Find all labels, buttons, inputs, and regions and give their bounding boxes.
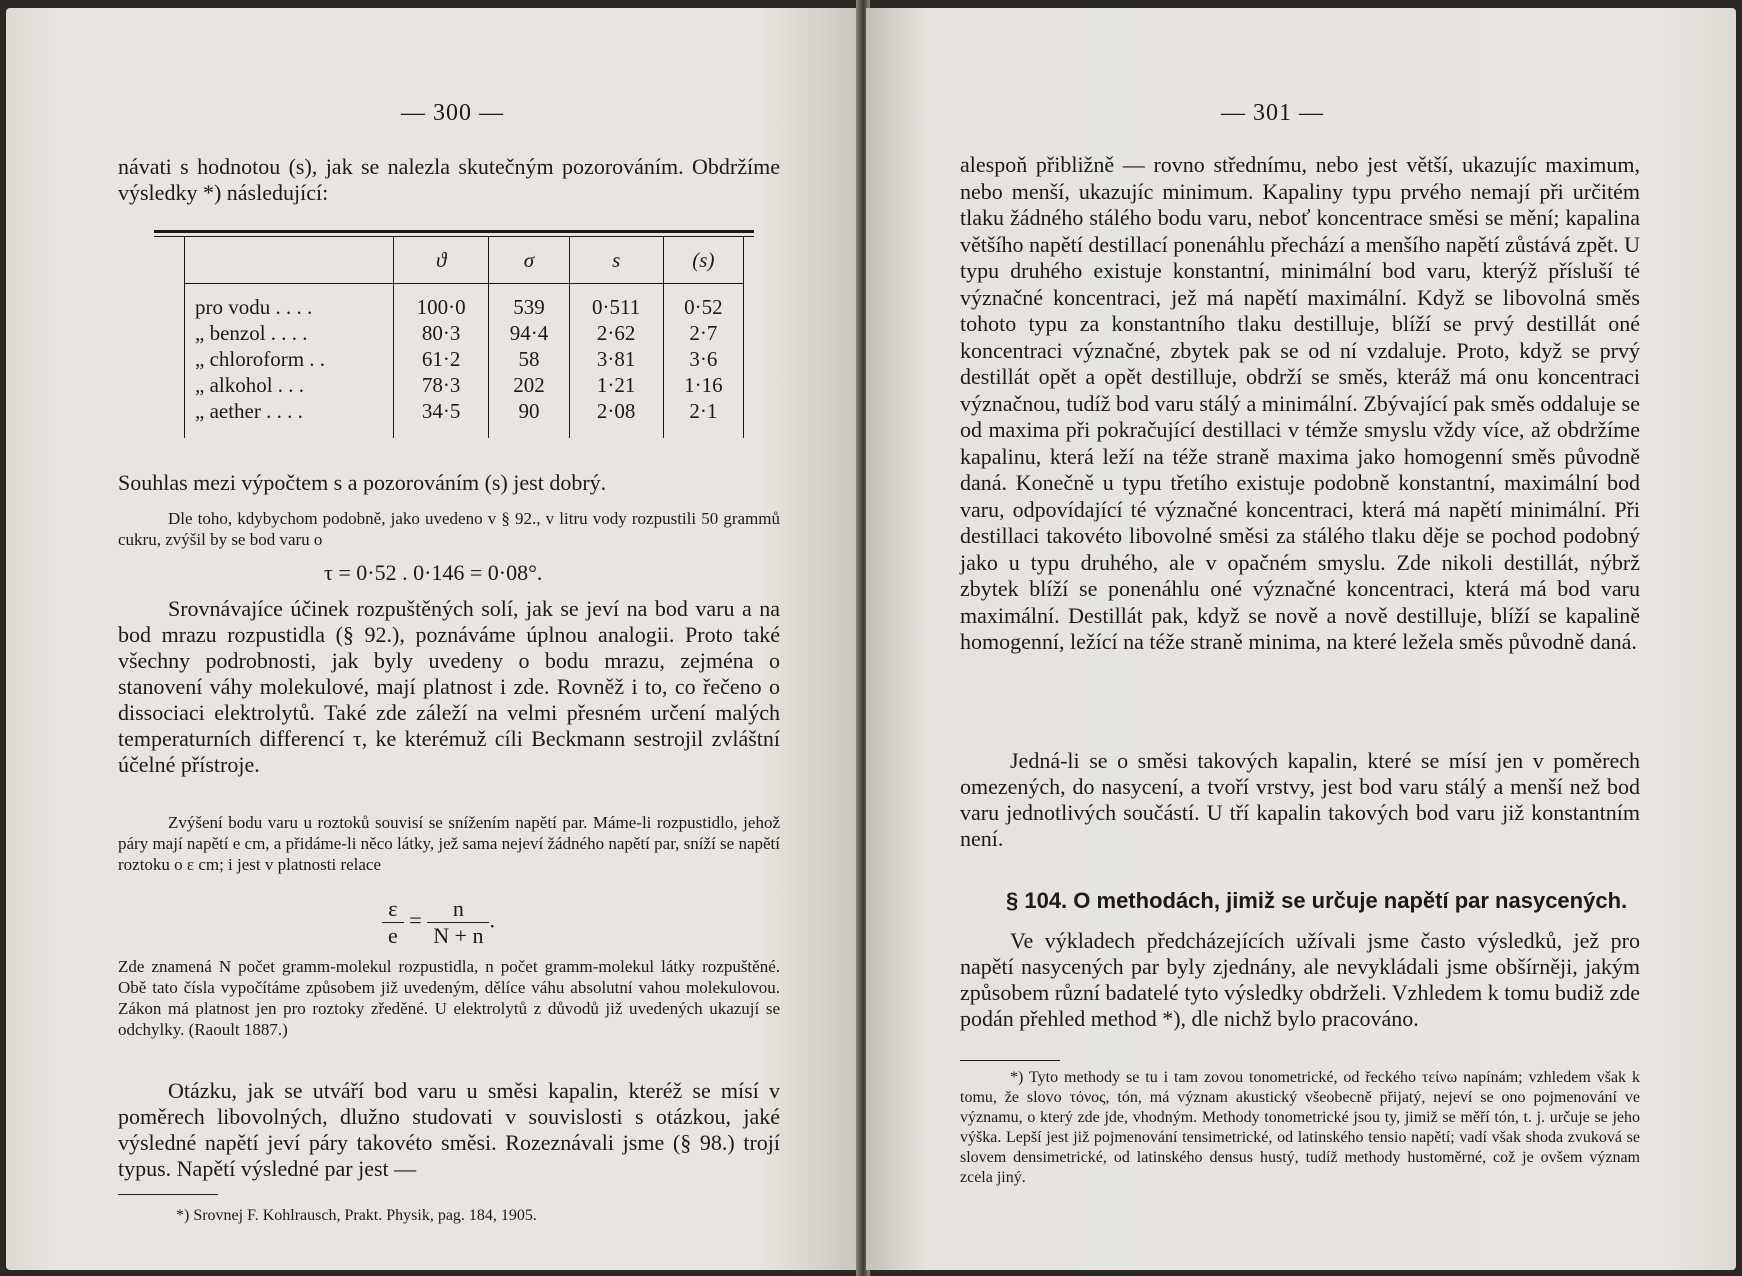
col-header-s: s	[569, 237, 663, 284]
paragraph-distillation: alespoň přibližně — rovno střednímu, nebo jest větší, ukazujíc maximum, nebo menší, ukazujíc minimum. Kapaliny typu prvého nemají při určitém tlaku žádného stálého bodu varu, neboť koncentrace směsi se mění; kapalina většího napětí destillací ponenáhlu přechází a menšího napětí zůstává zpět. U typu druhého existuje konstantní, minimální bod varu, kterýž přísluší té význačné koncentraci, jež má napětí maximální. Když se libovolná směs tohoto typu za konstantního tlaku destilluje, blíží se prvý destillát oné koncentraci význačné, zbytek pak se od ní vzdaluje. Proto, když se prvý destillát opět a opět destilluje, obdrží se směs, kteráž má onu koncentraci význačnou, tudíž bod varu stálý a minimální. Zbývající pak směs oddaluje se od maxima při pokračující destillaci v témže smyslu vždy více, až obdržíme kapalinu, která leží na téže straně maxima jako homogenní směs původně daná. Konečně u typu třetího existuje podobně konstantní, maximální bod varu, odpovídající té význačné koncentraci, která má napětí minimální. Při destillaci takovéto libovolné směsi za stálého tlaku děje se pochod podobný jako u typu druhého, ale v opačném smyslu. Zde nikoli destillát, nýbrž zbytek blíží se ponenáhlu oné význačné koncentraci, která má bod varu maximální. Destillát pak, když se nově a nově destilluje, blíží se kapalině homogenní, ležící na téže straně minima, na které ležela směs původně daná.	[960, 152, 1640, 654]
table-row: pro vodu . . . . 100·0 539 0·511 0·52	[185, 284, 744, 321]
raoult-explanation: Zde znamená N počet gramm-molekul rozpustidla, n počet gramm-molekul látky rozpuštěné. Obě tato čísla vypočítáme způsobem již uvedeným, dělíce váhu absolutní vahou molekulovou. Zákon má platnost jen pro roztoky zředěné. U elektrolytů z důvodů již uvedených ukazují se odchylky. (Raoult 1887.)	[118, 957, 780, 1039]
footnote: *) Tyto methody se tu i tam zovou tonometrické, od řeckého τείνω napínám; vzhledem však k tomu, že slovo τόνος, tón, má význam akustický všeobecně přijatý, nejeví se ono pojmenování ve významu, o který zde jde, vhodným. Methody tonometrické jsou ty, jimiž se měří tón, t. j. určuje se jeho výška. Lepší jest již pojmenování tensimetrické, od latinského tensio napětí; vadí však shoda zvuková se slovem densimetrické, od latinského densus hustý, tudíž methody hustoměrné, což je ovšem význam zcela jiný.	[960, 1069, 1640, 1186]
results-table	[154, 230, 754, 438]
footnote-rule	[960, 1060, 1060, 1061]
table-row: „ aether . . . . 34·5 90 2·08 2·1	[185, 398, 744, 438]
col-header-sigma: σ	[489, 237, 569, 284]
page-number: — 301 —	[1221, 100, 1324, 126]
col-header-theta: ϑ	[394, 237, 489, 284]
right-page	[866, 8, 1736, 1270]
section-heading: § 104. O methodách, jimiž se určuje napětí par nasycených.	[1006, 888, 1628, 913]
paragraph-methods: Ve výkladech předcházejících užívali jsme často výsledků, jež pro napětí nasycených par byly zjednány, ale nevykládali jsme obšírněji, jakým způsobem různí badatelé tyto výsledky obdrželi. Vzhledem k tomu budiž zde podán přehled method *), dle nichž bylo pracováno.	[960, 928, 1640, 1031]
table-row: „ benzol . . . . 80·3 94·4 2·62 2·7	[185, 320, 744, 346]
paragraph-mixtures: Otázku, jak se utváří bod varu u směsi kapalin, kteréž se mísí v poměrech libovolných, dlužno studovati v souvislosti s otázkou, jaké výsledné napětí jeví páry takovéto směsi. Rozeznávali jsme (§ 98.) trojí typus. Napětí výsledné par jest —	[118, 1078, 780, 1181]
left-page	[6, 8, 861, 1270]
footnote: *) Srovnej F. Kohlrausch, Prakt. Physik, pag. 184, 1905.	[176, 1207, 537, 1224]
vapor-pressure-note: Zvýšení bodu varu u roztoků souvisí se snížením napětí par. Máme-li rozpustidlo, jehož páry mají napětí e cm, a přidáme-li něco látky, jež sama nejeví žádného napětí par, sníží se napětí roztoku o ε cm; i jest v platnosti relace	[118, 813, 780, 874]
formula-boiling-rise: τ = 0·52 . 0·146 = 0·08°.	[324, 560, 543, 585]
footnote-rule	[118, 1194, 218, 1195]
paragraph-layers: Jedná-li se o směsi takových kapalin, které se mísí jen v poměrech omezených, do nasycení, a tvoří vrstvy, jest bod varu stálý a menší než bod varu jednotlivých součástí. U tří kapalin takových bod varu již konstantním není.	[960, 748, 1640, 851]
table-row: „ chloroform . . 61·2 58 3·81 3·6	[185, 346, 744, 372]
page-number: — 300 —	[401, 100, 504, 126]
intro-text: návati s hodnotou (s), jak se nalezla skutečným pozorováním. Obdržíme výsledky *) následující:	[118, 154, 780, 205]
agreement-text: Souhlas mezi výpočtem s a pozorováním (s) jest dobrý.	[118, 470, 607, 495]
formula-raoult: $\frac{\varepsilon}{e}$ = $\frac{n}{N + n}$ .	[382, 896, 495, 949]
col-header-s-observed: (s)	[663, 237, 743, 284]
paragraph-analogy: Srovnávajíce účinek rozpuštěných solí, jak se jeví na bod varu a na bod mrazu rozpustidla (§ 92.), poznáváme úplnou analogii. Proto také všechny podrobnosti, jak byly uvedeny o bodu mrazu, zejména o stanovení váhy molekulové, mají platnost i zde. Rovněž i to, co řečeno o dissociaci elektrolytů. Také zde záleží na velmi přesném určení malých temperaturních differencí τ, ke kterémuž cíli Beckmann sestrojil zvláštní účelné přístroje.	[118, 596, 780, 777]
table-row: „ alkohol . . . 78·3 202 1·21 1·16	[185, 372, 744, 398]
table-top-rule	[154, 230, 754, 237]
sugar-example: Dle toho, kdybychom podobně, jako uvedeno v § 92., v litru vody rozpustili 50 grammů cukru, zvýšil by se bod varu o	[118, 509, 780, 549]
